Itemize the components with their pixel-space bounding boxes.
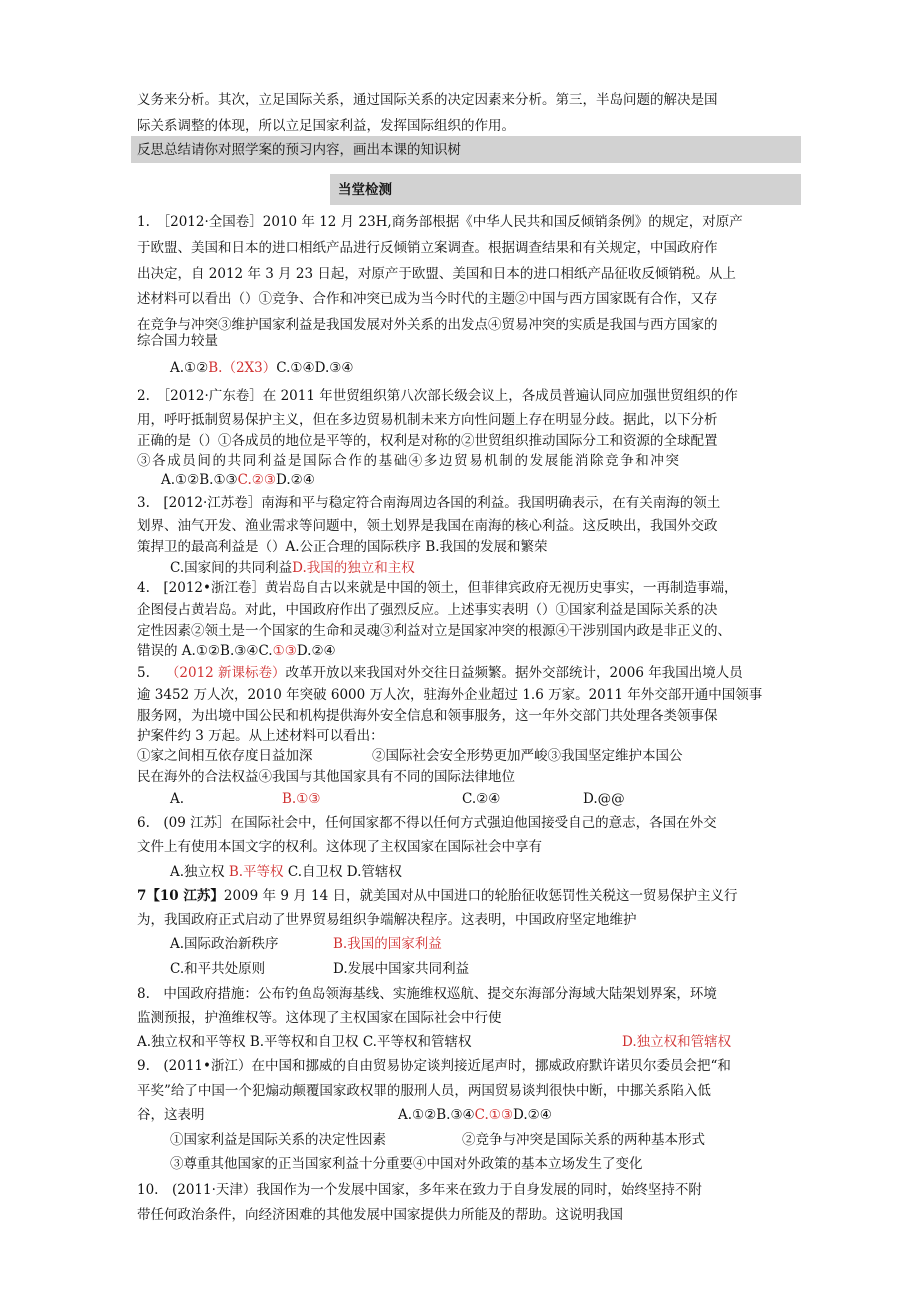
q2-line-2: 用，呼吁抵制贸易保护主义，但在多边贸易机制未来方向性问题上存在明显分歧。据此，以下分析 <box>137 412 718 428</box>
q5-number: 5. <box>137 665 150 681</box>
q5-line-2: 逾 3452 万人次，2010 年突破 6000 万人次，驻海外企业超过 1.6 万家。2011 年外交部开通中国领事 <box>137 687 763 703</box>
q7-line-2: 为，我国政府正式启动了世界贸易组织争端解决程序。这表明，中国政府坚定地维护 <box>137 912 637 928</box>
q1-option-a: A.①② <box>170 360 209 376</box>
q3-options <box>170 559 415 577</box>
q2-line-1: 2. ［2012·广东卷］在 2011 年世贸组织第八次部长级会议上，各成员普遍认同应加强世贸组织的作 <box>137 388 738 404</box>
q4-answer: ①③ <box>272 643 297 659</box>
q9-line-3: 谷，这表明 <box>137 1107 205 1123</box>
section-title-bar <box>330 174 801 205</box>
q9-statement-2: ②竞争与冲突是国际关系的两种基本形式 <box>462 1132 705 1148</box>
q1-options <box>170 359 353 377</box>
q9-option-c: C.①③ <box>474 1107 514 1123</box>
q8-line-2: 监测预报，护渔维权等。这体现了主权国家在国际社会中行使 <box>137 1010 502 1026</box>
q1-line-1: 1. ［2012·全国卷］2010 年 12 月 23H,商务部根据《中华人民共和国反倾销条例》的规定，对原产 <box>137 214 743 230</box>
q9-options <box>398 1106 552 1124</box>
q10-line-1: 10. (2011·天津）我国作为一个发展中国家，多年来在致力于自身发展的同时，始终坚持不附 <box>137 1182 702 1198</box>
q1-option-b: B.（2X3） <box>208 360 277 376</box>
q6-line-2: 文件上有使用本国文字的权利。这体现了主权国家在国际社会中享有 <box>137 839 542 855</box>
q4-line-4-post: D.②④ <box>296 643 336 659</box>
q7-line-1-text: 2009 年 9 月 14 日，就美国对从中国进口的轮胎征收惩罚性关税这一贸易保护主义行 <box>223 888 738 904</box>
q9-line-1: 9. (2011•浙江）在中国和挪威的自由贸易协定谈判接近尾声时，挪威政府默许诺贝尔委员会把“和 <box>137 1058 731 1074</box>
intro-line-2: 际关系调整的体现，所以立足国家利益，发挥国际组织的作用。 <box>137 118 515 134</box>
q5-line-1 <box>137 664 743 682</box>
q5-option-c: C.②④ <box>462 791 501 807</box>
q4-line-3: 定性因素②领土是一个国家的生命和灵魂③利益对立是国家冲突的根源④干涉别国内政是非正义的、 <box>137 623 731 639</box>
q5-line-5a: ①家之间相互依存度日益加深 <box>137 748 313 764</box>
q2-option-d: D.②④ <box>276 472 315 488</box>
q7-option-d: D.发展中国家共同利益 <box>333 961 470 977</box>
q2-option-c: C.②③ <box>237 472 277 488</box>
intro-line-1: 义务来分析。其次，立足国际关系，通过国际关系的决定因素来分析。第三，半岛问题的解决是国 <box>137 92 718 108</box>
q7-head: 7【10 江苏】 <box>137 888 224 904</box>
q7-option-c: C.和平共处原则 <box>170 961 266 977</box>
q5-option-d: D.@@ <box>583 791 625 807</box>
q6-option-a: A.独立权 <box>170 864 225 880</box>
q5-option-b: B.①③ <box>282 791 321 807</box>
q1-line-2: 于欧盟、美国和日本的进口相纸产品进行反倾销立案调查。根据调查结果和有关规定，中国政府作 <box>137 240 718 256</box>
q4-line-2: 企图侵占黄岩岛。对此，中国政府作出了强烈反应。上述事实表明（）①国家利益是国际关系的决 <box>137 602 718 618</box>
q9-statement-3: ③尊重其他国家的正当国家利益十分重要④中国对外政策的基本立场发生了变化 <box>170 1156 643 1172</box>
q2-options <box>161 471 315 489</box>
q4-line-1: 4. [2012•浙江卷］黄岩岛自古以来就是中国的领土，但菲律宾政府无视历史事实，一再制造事端， <box>137 580 738 596</box>
q7-line-1 <box>137 887 737 905</box>
q2-option-ab: A.①②B.①③ <box>161 472 238 488</box>
q1-line-4: 述材料可以看出（）①竞争、合作和冲突已成为当今时代的主题②中国与西方国家既有合作，又存 <box>137 291 718 307</box>
q9-option-ab: A.①②B.③④ <box>398 1107 475 1123</box>
q2-line-4: ③各成员间的共同利益是国际合作的基础④多边贸易机制的发展能消除竞争和冲突 <box>137 453 681 469</box>
q3-line-1: 3. [2012·江苏卷］南海和平与稳定符合南海周边各国的利益。我国明确表示，在有关南海的领土 <box>137 495 721 511</box>
q1-line-3: 出决定，自 2012 年 3 月 23 日起，对原产于欧盟、美国和日本的进口相纸产品征收反倾销税。从上 <box>137 266 736 282</box>
q1-option-cd: C.①④D.③④ <box>276 360 354 376</box>
q5-source: （2012 新课标卷） <box>165 665 286 681</box>
q8-option-d: D.独立权和管辖权 <box>622 1034 732 1050</box>
q3-line-2: 划界、油气开发、渔业需求等问题中，领土划界是我国在南海的核心利益。这反映出，我国外交政 <box>137 518 718 534</box>
q10-line-2: 带任何政治条件，向经济困难的其他发展中国家提供力所能及的帮助。这说明我国 <box>137 1207 623 1223</box>
q5-line-4: 护案件约 3 万起。从上述材料可以看出： <box>137 728 384 744</box>
section-title: 当堂检测 <box>338 182 392 198</box>
q8-options: A.独立权和平等权 B.平等权和自卫权 C.平等权和管辖权 <box>137 1034 472 1050</box>
q1-line-6: 综合国力较量 <box>137 333 218 349</box>
q9-option-d: D.②④ <box>513 1107 552 1123</box>
q5-line-6: 民在海外的合法权益④我国与其他国家具有不同的国际法律地位 <box>137 769 515 785</box>
q5-line-1-text: 改革开放以来我国对外交往日益频繁。据外交部统计，2006 年我国出境人员 <box>285 665 743 681</box>
q7-option-a: A.国际政治新秩序 <box>170 936 279 952</box>
q4-line-4 <box>137 642 336 660</box>
q5-line-5b: ②国际社会安全形势更加严峻③我国坚定维护本国公 <box>372 748 683 764</box>
q9-statement-1: ①国家利益是国际关系的决定性因素 <box>170 1132 386 1148</box>
q8-line-1: 8. 中国政府措施：公布钓鱼岛领海基线、实施维权巡航、提交东海部分海域大陆架划界案，环境 <box>137 986 717 1002</box>
q5-option-a: A. <box>170 791 185 807</box>
q6-option-cd: C.自卫权 D.管辖权 <box>287 864 402 880</box>
q3-option-d: D.我国的独立和主权 <box>292 560 415 576</box>
q1-line-5: 在竞争与冲突③维护国家利益是我国发展对外关系的出发点④贸易冲突的实质是我国与西方国家的 <box>137 317 718 333</box>
reflection-text: 反思总结请你对照学案的预习内容，画出本课的知识树 <box>137 142 461 158</box>
q3-line-3: 策捍卫的最高利益是（）A.公正合理的国际秩序 B.我国的发展和繁荣 <box>137 539 548 555</box>
q6-line-1: 6. (09 江苏］在国际社会中，任何国家都不得以任何方式强迫他国接受自己的意志，各国在外交 <box>137 815 717 831</box>
q9-line-2: 平奖”给了中国一个犯煽动颠覆国家政权罪的服刑人员，两国贸易谈判很快中断，中挪关系陷入低 <box>137 1083 711 1099</box>
q2-line-3: 正确的是（）①各成员的地位是平等的，权利是对称的②世贸组织推动国际分工和资源的全球配置 <box>137 433 718 449</box>
q4-line-4-pre: 错误的 A.①②B.③④C. <box>137 643 273 659</box>
q5-line-3: 服务网，为出境中国公民和机构提供海外安全信息和领事服务，这一年外交部门共处理各类领事保 <box>137 708 718 724</box>
q3-option-c: C.国家间的共同利益 <box>170 560 293 576</box>
q6-options <box>170 863 402 881</box>
q6-option-b: B.平等权 <box>228 864 284 880</box>
q7-option-b: B.我国的国家利益 <box>333 936 442 952</box>
